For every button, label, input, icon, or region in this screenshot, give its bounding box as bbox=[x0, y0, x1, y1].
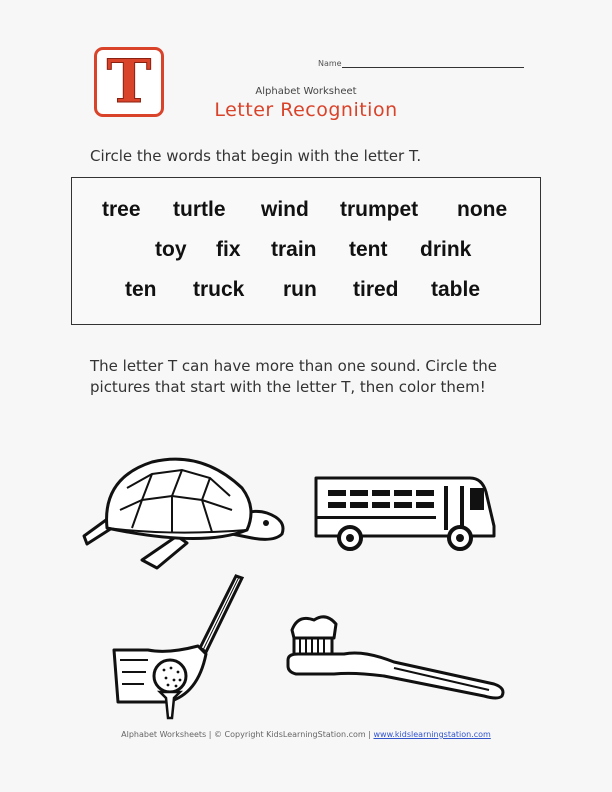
footer-link[interactable]: www.kidslearningstation.com bbox=[373, 730, 491, 739]
word[interactable]: tent bbox=[349, 238, 388, 261]
word[interactable]: fix bbox=[216, 238, 241, 261]
word[interactable]: run bbox=[283, 278, 317, 301]
worksheet-subtitle: Alphabet Worksheet bbox=[255, 86, 357, 97]
word[interactable]: train bbox=[271, 238, 317, 261]
word[interactable]: toy bbox=[155, 238, 187, 261]
name-label: Name bbox=[318, 59, 342, 68]
word[interactable]: truck bbox=[193, 278, 245, 301]
footer-text: Alphabet Worksheets | © Copyright KidsLearningStation.com | bbox=[121, 730, 374, 739]
bus-picture[interactable] bbox=[310, 466, 498, 554]
toothbrush-picture[interactable] bbox=[284, 610, 510, 704]
word[interactable]: tired bbox=[353, 278, 399, 301]
golf-picture[interactable] bbox=[108, 574, 248, 724]
instruction-pictures: The letter T can have more than one sound. Circle the pictures that start with the letter T, then color them! bbox=[90, 357, 497, 396]
word[interactable]: trumpet bbox=[340, 198, 419, 221]
footer bbox=[0, 730, 612, 739]
word[interactable]: table bbox=[431, 278, 481, 301]
word[interactable]: drink bbox=[420, 238, 472, 261]
word[interactable]: wind bbox=[261, 198, 309, 221]
worksheet-title: Letter Recognition bbox=[214, 99, 398, 121]
word-box bbox=[71, 177, 541, 325]
word[interactable]: ten bbox=[125, 278, 157, 301]
badge-letter: T bbox=[106, 47, 152, 117]
word[interactable]: tree bbox=[102, 198, 141, 221]
instruction-circle-words: Circle the words that begin with the letter T. bbox=[90, 147, 422, 165]
turtle-eye-icon bbox=[263, 520, 269, 526]
name-field[interactable] bbox=[342, 67, 524, 68]
turtle-picture[interactable] bbox=[82, 448, 292, 578]
word[interactable]: turtle bbox=[173, 198, 226, 221]
word[interactable]: none bbox=[457, 198, 508, 221]
